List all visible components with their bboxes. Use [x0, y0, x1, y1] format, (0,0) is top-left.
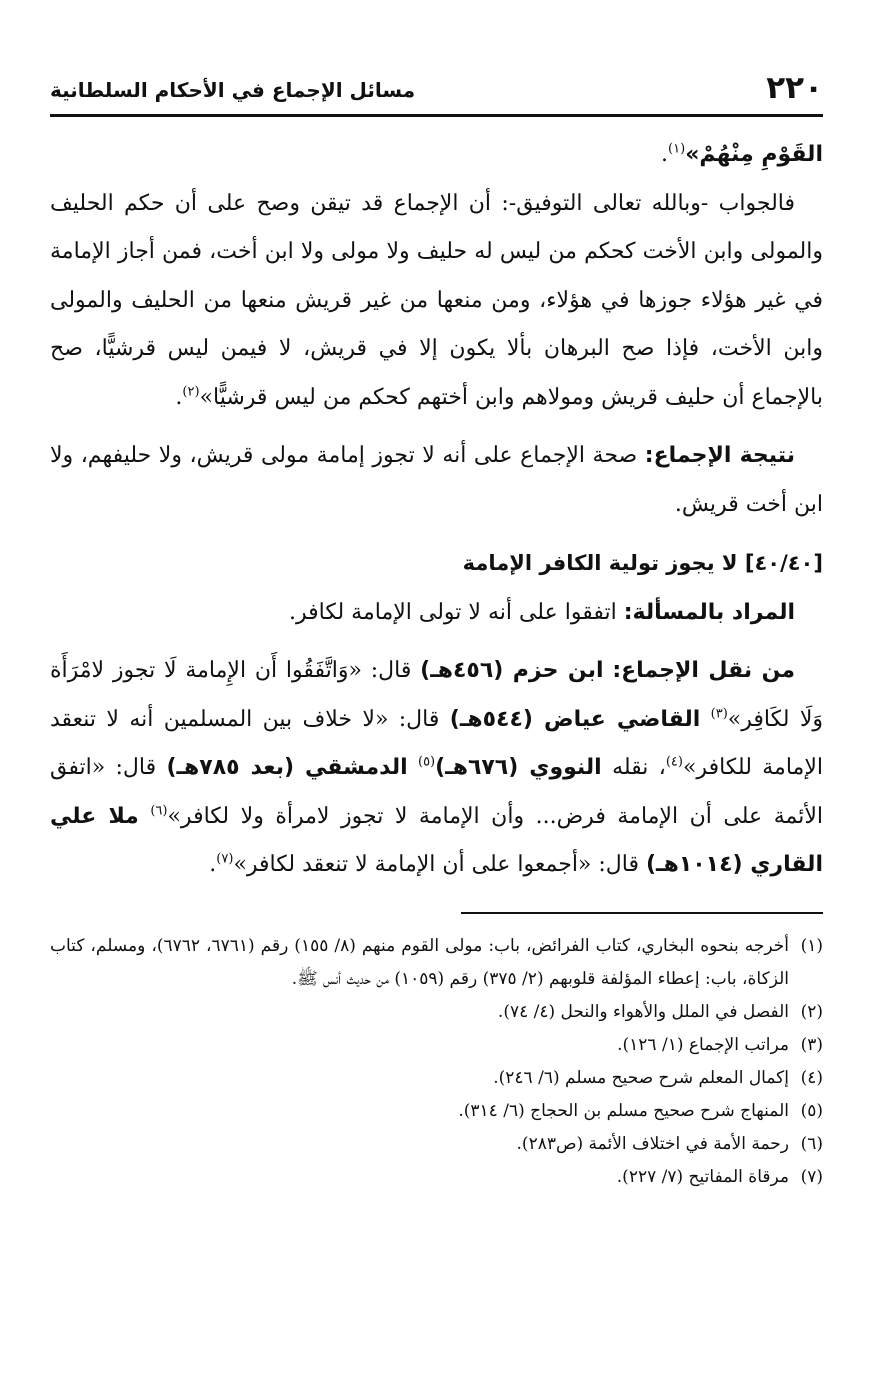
footnote-ref[interactable]: (٧): [216, 851, 234, 867]
page-header: [50, 62, 823, 104]
footnote-text: إكمال المعلم شرح صحيح مسلم (٦/ ٢٤٦).: [493, 1067, 789, 1088]
footnote-number: (١): [800, 935, 823, 956]
footnote-number: (٣): [800, 1034, 823, 1055]
footnote-number: (٢): [800, 1001, 823, 1022]
paragraph-quote-end: القَوْمِ مِنْهُمْ»$^{(١)}$.: [661, 141, 823, 167]
footnote-text: الفصل في الملل والأهواء والنحل (٤/ ٧٤).: [497, 1001, 789, 1022]
footnote-number: (٦): [800, 1133, 823, 1154]
footnote-number: (٤): [800, 1067, 823, 1088]
scholar-name: ابن حزم (٤٥٦هـ): [420, 658, 604, 683]
footnote-ref[interactable]: (٥): [417, 754, 436, 770]
paragraph-consensus-sources: من نقل الإجماع: ابن حزم (٤٥٦هـ) قال: «وَاتَّفَقُوا أَن الإِمامة لَا تجوز لامْرَأَة وَلَا لكَافِر»$^{(٣)}$ القاضي عياض (٥٤٤هـ) قال: «لا خلاف بين المسلمين أنه لا تنعقد الإمامة للكافر»$^{(٤)}$، نقله النووي (٦٧٦هـ)$^{(٥)}$ الدمشقي (بعد ٧٨٥هـ) قال: «اتفق الأئمة على أن الإمامة فرض... وأن الإمامة لا تجوز لامرأة ولا لكافر»$^{(٦)}$ ملا علي القاري (١٠١٤هـ) قال: «أجمعوا على أن الإمامة لا تنعقد لكافر»$^{(٧)}$.: [50, 658, 824, 877]
footnote-text: المنهاج شرح صحيح مسلم بن الحجاج (٦/ ٣١٤).: [458, 1100, 789, 1121]
footnote-item: [50, 1029, 823, 1062]
section-heading: [٤٠/٤٠] لا يجوز تولية الكافر الإمامة: [462, 551, 823, 575]
footnote-divider: [461, 912, 823, 914]
scholar-name: النووي (٦٧٦هـ): [435, 755, 602, 780]
footnote-number: (٥): [800, 1100, 823, 1121]
result-label: نتيجة الإجماع:: [644, 443, 796, 468]
footnote-ref[interactable]: (٣): [710, 706, 728, 722]
running-title: مسائل الإجماع في الأحكام السلطانية: [50, 78, 416, 102]
scholar-name: القاضي عياض (٥٤٤هـ): [449, 706, 701, 732]
header-divider: [50, 114, 823, 117]
footnote-text: رحمة الأمة في اختلاف الأئمة (ص٢٨٣).: [516, 1133, 789, 1154]
footnote-text: مرقاة المفاتيح (٧/ ٢٢٧).: [616, 1166, 789, 1187]
paragraph-result: نتيجة الإجماع: صحة الإجماع على أنه لا تجوز إمامة مولى قريش، ولا حليفهم، ولا ابن أخت قريش.: [50, 443, 823, 517]
main-text: [50, 131, 823, 890]
footnote-ref[interactable]: (١): [668, 141, 686, 157]
footnote-ref[interactable]: (٢): [182, 384, 200, 400]
footnote-item: [50, 1062, 823, 1095]
footnote-item: [50, 996, 823, 1029]
paragraph-answer: فالجواب -وبالله تعالى التوفيق-: أن الإجماع قد تيقن وصح على أن حكم الحليف والمولى وابن الأخت كحكم من ليس له حليف ولا مولى ولا ابن أخت، فمن أجاز الإمامة في غير هؤلاء جوزها في هؤلاء، ومن منعها من غير قريش منعها من الحليف والمولى وابن الأخت، فإذا صح البرهان بألا يكون إلا في قريش، لا فيمن ليس قرشيًّا، صح بالإجماع أن حليف قريش ومولاهم وابن أختهم كحكم من ليس قرشيًّا»$^{(٢)}$.: [50, 190, 823, 410]
meaning-label: المراد بالمسألة:: [623, 599, 795, 625]
section-heading-paragraph: [50, 539, 823, 589]
footnote-item: [50, 930, 823, 996]
sources-label: من نقل الإجماع:: [612, 658, 796, 683]
scholar-name: الدمشقي (بعد ٧٨٥هـ): [166, 755, 408, 780]
footnote-item: [50, 1128, 823, 1161]
footnotes: [50, 930, 823, 1194]
footnote-ref[interactable]: (٤): [665, 754, 683, 770]
page-number: ٢٢٠: [766, 70, 823, 106]
footnote-number: (٧): [800, 1166, 823, 1187]
footnote-text: مراتب الإجماع (١/ ١٢٦).: [617, 1034, 789, 1055]
footnote-item: [50, 1095, 823, 1128]
footnote-item: [50, 1161, 823, 1194]
paragraph-meaning: المراد بالمسألة: اتفقوا على أنه لا تولى الإمامة لكافر.: [288, 599, 795, 625]
footnote-text: أخرجه بنحوه البخاري، كتاب الفرائض، باب: مولى القوم منهم (٨/ ١٥٥) رقم (٦٧٦١، ٦٧٦٢)، ومسلم، كتاب الزكاة، باب: إعطاء المؤلفة قلوبهم (٢/ ٣٧٥) رقم (١٠٥٩) من حديث أنس ﷺ.: [50, 935, 789, 989]
scholar-name: ملا علي القاري (١٠١٤هـ): [50, 803, 823, 877]
footnote-ref[interactable]: (٦): [150, 803, 168, 819]
